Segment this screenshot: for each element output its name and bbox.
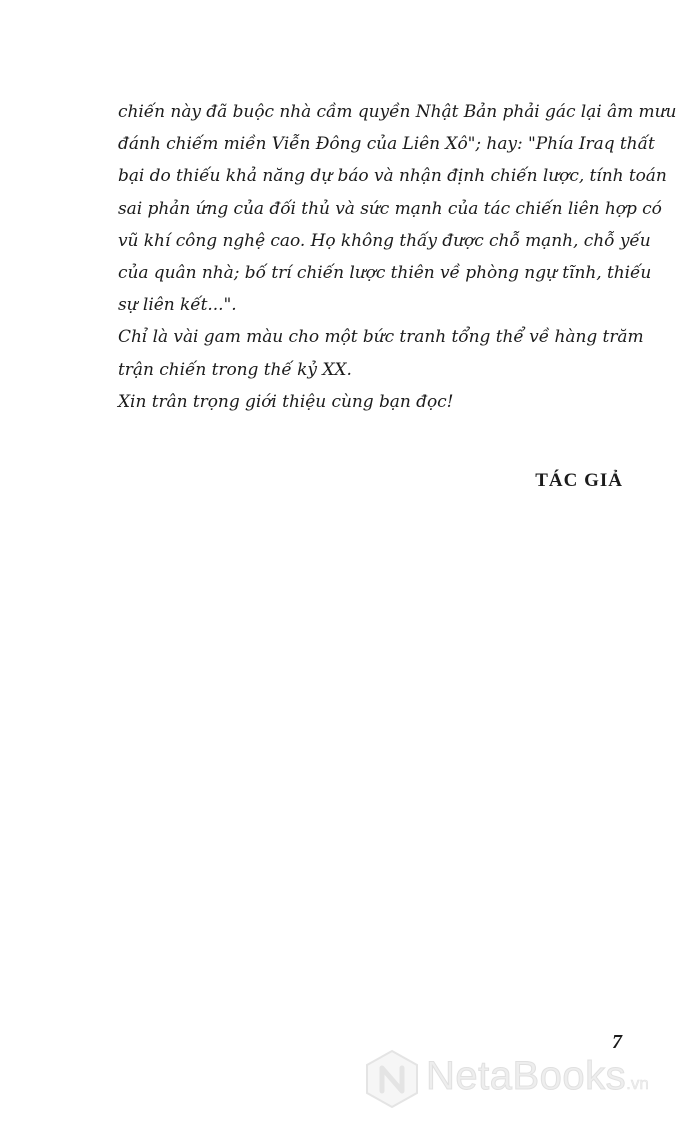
netabooks-logo-icon <box>362 1048 422 1110</box>
text-line: đánh chiếm miền Viễn Đông của Liên Xô"; hay: "Phía Iraq thất <box>118 134 655 155</box>
text-line: bại do thiếu khả năng dự báo và nhận định chiến lược, tính toán <box>118 166 667 187</box>
body-text <box>118 96 677 418</box>
text-line: vũ khí công nghệ cao. Họ không thấy được chỗ mạnh, chỗ yếu <box>118 230 651 251</box>
text-line: chiến này đã buộc nhà cầm quyền Nhật Bản phải gác lại âm mưu <box>118 102 677 122</box>
text-line: trận chiến trong thế kỷ XX. <box>118 359 352 380</box>
text-line: của quân nhà; bố trí chiến lược thiên về phòng ngự tĩnh, thiếu <box>118 262 652 283</box>
watermark-brand: NetaBooks <box>426 1054 627 1098</box>
text-line: Xin trân trọng giới thiệu cùng bạn đọc! <box>118 391 454 412</box>
watermark-suffix: .vn <box>626 1074 649 1093</box>
author-signature: TÁC GIẢ <box>535 470 623 491</box>
watermark-text <box>426 1054 649 1099</box>
text-line: sai phản ứng của đối thủ và sức mạnh của tác chiến liên hợp có <box>118 198 662 219</box>
text-line: Chỉ là vài gam màu cho một bức tranh tổng thể về hàng trăm <box>118 327 644 348</box>
page-number: 7 <box>612 1031 622 1053</box>
netabooks-watermark <box>362 1048 692 1110</box>
text-line: sự liên kết...". <box>118 295 237 316</box>
